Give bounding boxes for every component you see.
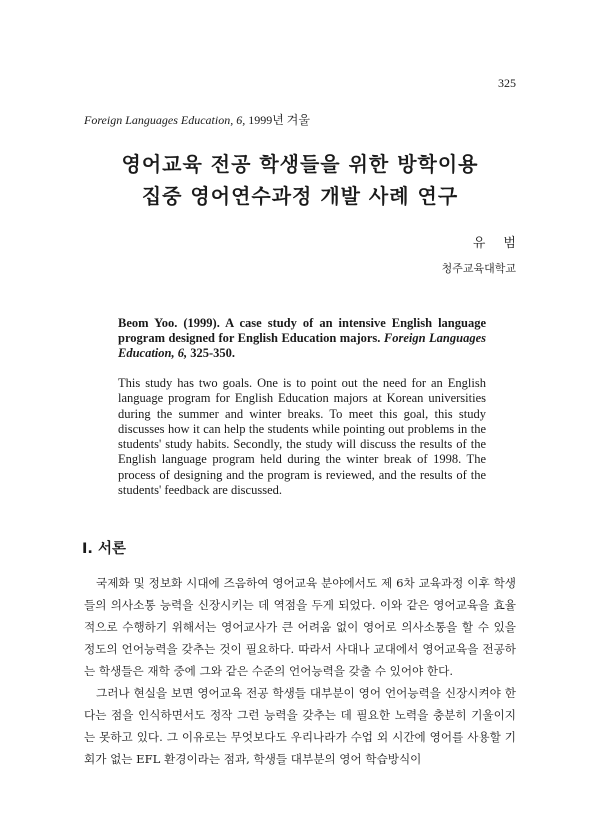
citation bbox=[118, 316, 486, 361]
journal-header bbox=[84, 111, 310, 128]
journal-year-season: 1999년 겨울 bbox=[245, 113, 310, 127]
body-paragraph-1: 국제화 및 정보화 시대에 즈음하여 영어교육 분야에서도 제 6차 교육과정 이후 학생들의 의사소통 능력을 신장시키는 데 역점을 두게 되었다. 이와 같은 영어교육을 효율적으로 수행하기 위해서는 영어교사가 큰 어려움 없이 영어로 의사소통을 할 수 있을 정도의 언어능력을 갖추는 것이 필요하다. 따라서 사대나 교대에서 영어교육을 전공하는 학생들은 재학 중에 그와 같은 수준의 언어능력을 갖출 수 있어야 한다. bbox=[84, 576, 516, 678]
author-affiliation: 청주교육대학교 bbox=[441, 262, 516, 275]
author-block bbox=[441, 234, 534, 278]
section-heading-introduction: I. 서론 bbox=[82, 541, 126, 557]
title-line-1: 영어교육 전공 학생들을 위한 방학이용 bbox=[121, 152, 479, 176]
journal-name: Foreign Languages Education, 6, bbox=[84, 113, 246, 127]
citation-lead: Beom Yoo. (1999). A case study of an intensive English language program designed for English Education majors. bbox=[118, 316, 486, 345]
title-line-2: 집중 영어연수과정 개발 사례 연구 bbox=[141, 184, 459, 208]
body-paragraph-2: 그러나 현실을 보면 영어교육 전공 학생들 대부분이 영어 언어능력을 신장시켜야 한다는 점을 인식하면서도 정작 그런 능력을 갖추는 데 필요한 노력을 충분히 기울이지는 못하고 있다. 그 이유로는 무엇보다도 우리나라가 수업 외 시간에 영어를 사용할 기회가 없는 EFL 환경이라는 점과, 학생들 대부분의 영어 학습방식이 bbox=[84, 686, 517, 766]
page-number: 325 bbox=[498, 76, 516, 90]
citation-pages: 325-350. bbox=[187, 346, 236, 360]
abstract: This study has two goals. One is to point out the need for an English language program for English Education majors at Korean universities during the summer and winter breaks. To meet this goal, this study discusses how it can help the students while pointing out problems in the students' study habits. Secondly, the study will discuss the results of the English language program held during the winter break of 1998. The process of designing and the program is reviewed, and the results of the students' feedback are discussed. bbox=[118, 376, 486, 498]
citation-journal: Foreign Languages Education, 6, bbox=[118, 331, 486, 360]
author-name: 유범 bbox=[472, 236, 534, 251]
body-text bbox=[84, 572, 516, 770]
paper-title bbox=[0, 148, 600, 212]
